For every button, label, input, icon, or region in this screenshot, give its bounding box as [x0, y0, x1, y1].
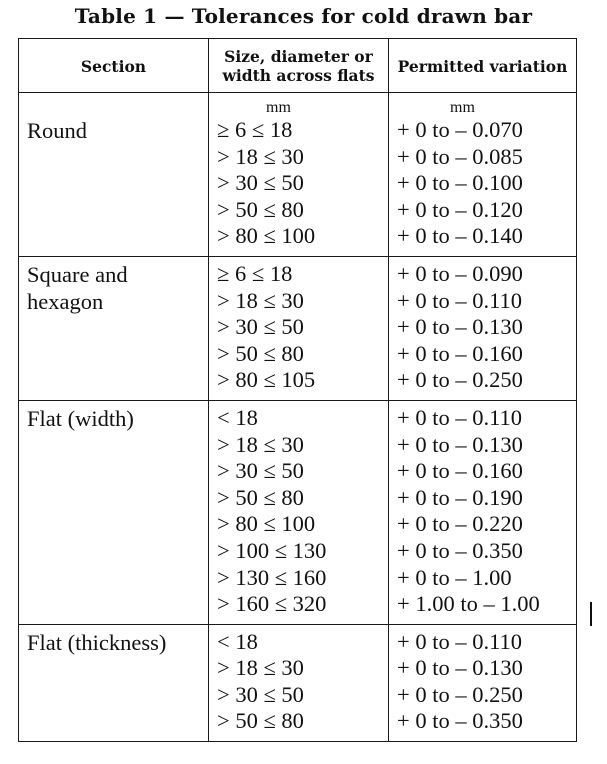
variation-value: + 0 to – 0.190: [397, 484, 523, 510]
section-cell: [19, 256, 209, 400]
variation-value: + 0 to – 0.070: [397, 117, 523, 142]
table-row-square-hexagon: [19, 256, 577, 400]
size-value: < 18: [217, 404, 258, 430]
variation-value: + 0 to – 0.090: [397, 260, 523, 286]
variation-cell: [389, 256, 577, 400]
table-title: Table 1 — Tolerances for cold drawn bar: [74, 4, 533, 28]
variation-value: + 0 to – 0.350: [397, 708, 523, 734]
size-value: < 18: [217, 628, 258, 654]
variation-value: + 0 to – 0.110: [397, 628, 522, 654]
size-value: > 30 ≤ 50: [217, 681, 304, 707]
size-value: > 30 ≤ 50: [217, 458, 304, 484]
size-value: > 160 ≤ 320: [217, 591, 327, 617]
variation-cell: [389, 624, 577, 741]
section-cell: [19, 624, 209, 741]
variation-value: + 0 to – 0.220: [397, 511, 523, 537]
variation-value: + 0 to – 0.130: [397, 314, 523, 340]
variation-value: + 0 to – 0.120: [397, 196, 523, 222]
variation-value: + 0 to – 0.085: [397, 143, 523, 169]
variation-cell: [389, 93, 577, 257]
size-value: > 18 ≤ 30: [217, 287, 304, 313]
variation-value: + 0 to – 0.110: [397, 287, 522, 313]
variation-value: + 0 to – 0.160: [397, 340, 523, 366]
variation-value: + 0 to – 0.350: [397, 537, 523, 563]
size-value: > 80 ≤ 105: [217, 367, 316, 393]
header-size: Size, diameter or width across flats: [209, 39, 389, 93]
variation-value: + 0 to – 0.160: [397, 458, 523, 484]
section-name: Square and hexagon: [27, 261, 128, 314]
size-value: > 18 ≤ 30: [217, 431, 304, 457]
variation-value: + 0 to – 0.250: [397, 681, 523, 707]
section-name: Round: [27, 118, 88, 143]
variation-value: + 0 to – 0.250: [397, 367, 523, 393]
size-unit: mm: [266, 99, 291, 116]
table-row-round: [19, 93, 577, 257]
size-cell: [209, 256, 389, 400]
section-cell: [19, 400, 209, 624]
size-value: > 80 ≤ 100: [217, 511, 316, 537]
variation-value: + 0 to – 0.100: [397, 170, 523, 196]
variation-value: + 0 to – 0.130: [397, 431, 523, 457]
size-value: > 50 ≤ 80: [217, 708, 304, 734]
size-value: ≥ 6 ≤ 18: [217, 260, 293, 286]
section-name: Flat (width): [27, 405, 134, 431]
header-section: Section: [19, 39, 209, 93]
header-row: [19, 39, 577, 93]
size-value: > 130 ≤ 160: [217, 564, 327, 590]
size-cell: [209, 400, 389, 624]
size-value: > 50 ≤ 80: [217, 340, 304, 366]
variation-cell: [389, 400, 577, 624]
size-value: > 30 ≤ 50: [217, 314, 304, 340]
text-cursor: [590, 602, 592, 626]
size-value: ≥ 6 ≤ 18: [217, 117, 293, 142]
variation-unit: mm: [450, 99, 475, 116]
variation-value: + 0 to – 0.110: [397, 404, 522, 430]
size-value: > 100 ≤ 130: [217, 537, 327, 563]
section-cell: [19, 93, 209, 257]
size-value: > 30 ≤ 50: [217, 170, 304, 196]
header-variation: Permitted variation: [389, 39, 577, 93]
table-row-flat-thickness: [19, 624, 577, 741]
variation-value: + 0 to – 1.00: [397, 564, 512, 590]
size-value: > 50 ≤ 80: [217, 484, 304, 510]
section-name: Flat (thickness): [27, 629, 167, 655]
size-value: > 18 ≤ 30: [217, 143, 304, 169]
tolerance-table: [18, 38, 577, 742]
size-cell: [209, 624, 389, 741]
variation-value: + 1.00 to – 1.00: [397, 591, 540, 617]
variation-value: + 0 to – 0.140: [397, 223, 523, 249]
size-cell: [209, 93, 389, 257]
size-value: > 50 ≤ 80: [217, 196, 304, 222]
size-value: > 18 ≤ 30: [217, 655, 304, 681]
variation-value: + 0 to – 0.130: [397, 655, 523, 681]
table-row-flat-width: [19, 400, 577, 624]
size-value: > 80 ≤ 100: [217, 223, 316, 249]
